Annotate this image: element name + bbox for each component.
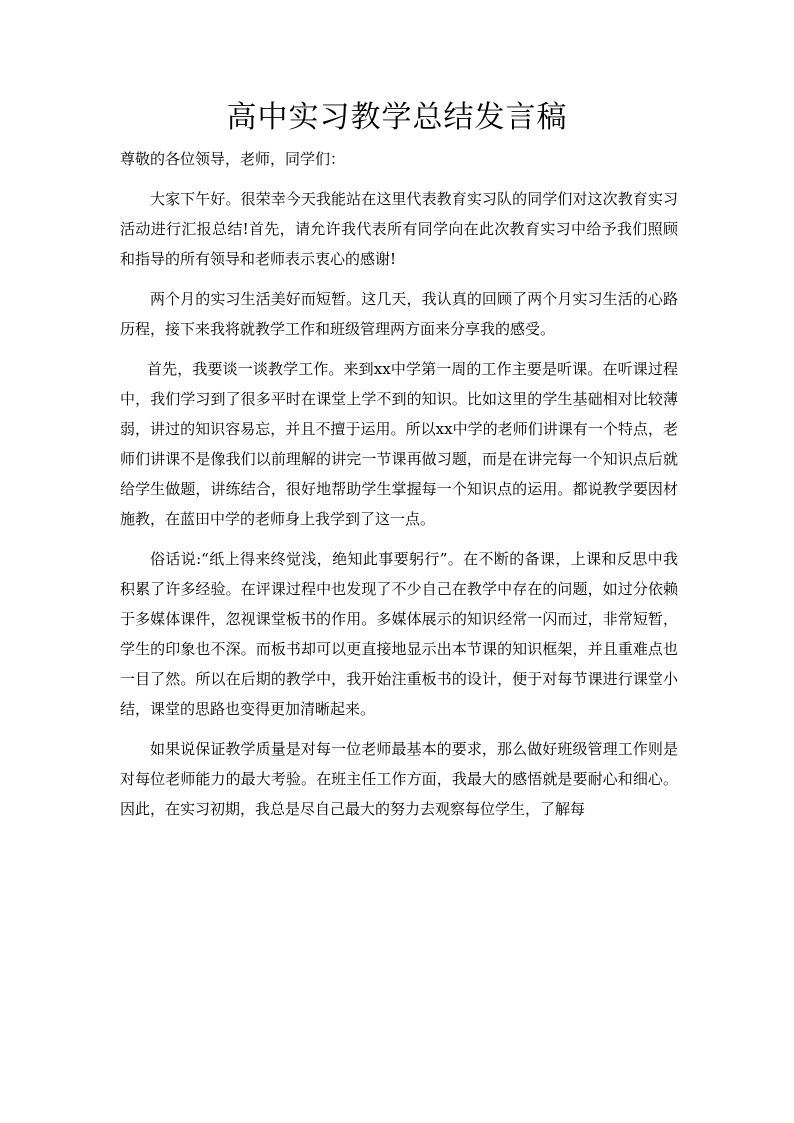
paragraph-board-writing: 俗话说:“纸上得来终觉浅，绝知此事要躬行”。在不断的备课，上课和反思中我积累了许多经验。在评课过程中也发现了不少自己在教学中存在的问题，如过分依赖于多媒体课件，忽视课堂板书的作用。多媒体展示的知识经常一闪而过，非常短暂，学生的印象也不深。而板书却可以更直接地显示出本节课的知识框架，并且重难点也一目了然。所以在后期的教学中，我开始注重板书的设计，便于对每节课进行课堂小结，课堂的思路也变得更加清晰起来。 <box>120 550 678 718</box>
paragraph-greeting: 大家下午好。很荣幸今天我能站在这里代表教育实习队的同学们对这次教育实习活动进行汇报总结!首先，请允许我代表所有同学向在此次教育实习中给予我们照顾和指导的所有领导和老师表示衷心的感谢! <box>120 190 678 268</box>
salutation: 尊敬的各位领导，老师，同学们： <box>120 150 346 168</box>
document-title: 高中实习教学总结发言稿 <box>226 100 568 135</box>
document-body <box>120 144 678 824</box>
paragraph-internship-reflection: 两个月的实习生活美好而短暂。这几天，我认真的回顾了两个月实习生活的心路历程，接下来我将就教学工作和班级管理两方面来分享我的感受。 <box>120 290 678 338</box>
paragraph-teaching-work: 首先，我要谈一谈教学工作。来到xx中学第一周的工作主要是听课。在听课过程中，我们学习到了很多平时在课堂上学不到的知识。比如这里的学生基础相对比较薄弱，讲过的知识容易忘，并且不擅于运用。所以xx中学的老师们讲课有一个特点，老师们讲课不是像我们以前理解的讲完一节课再做习题，而是在讲完每一个知识点后就给学生做题，讲练结合，很好地帮助学生掌握每一个知识点的运用。都说教学要因材施教，在蓝田中学的老师身上我学到了这一点。 <box>120 360 678 528</box>
paragraph-class-management: 如果说保证教学质量是对每一位老师最基本的要求，那么做好班级管理工作则是对每位老师能力的最大考验。在班主任工作方面，我最大的感悟就是要耐心和细心。因此，在实习初期，我总是尽自己最大的努力去观察每位学生，了解每 <box>120 740 678 818</box>
